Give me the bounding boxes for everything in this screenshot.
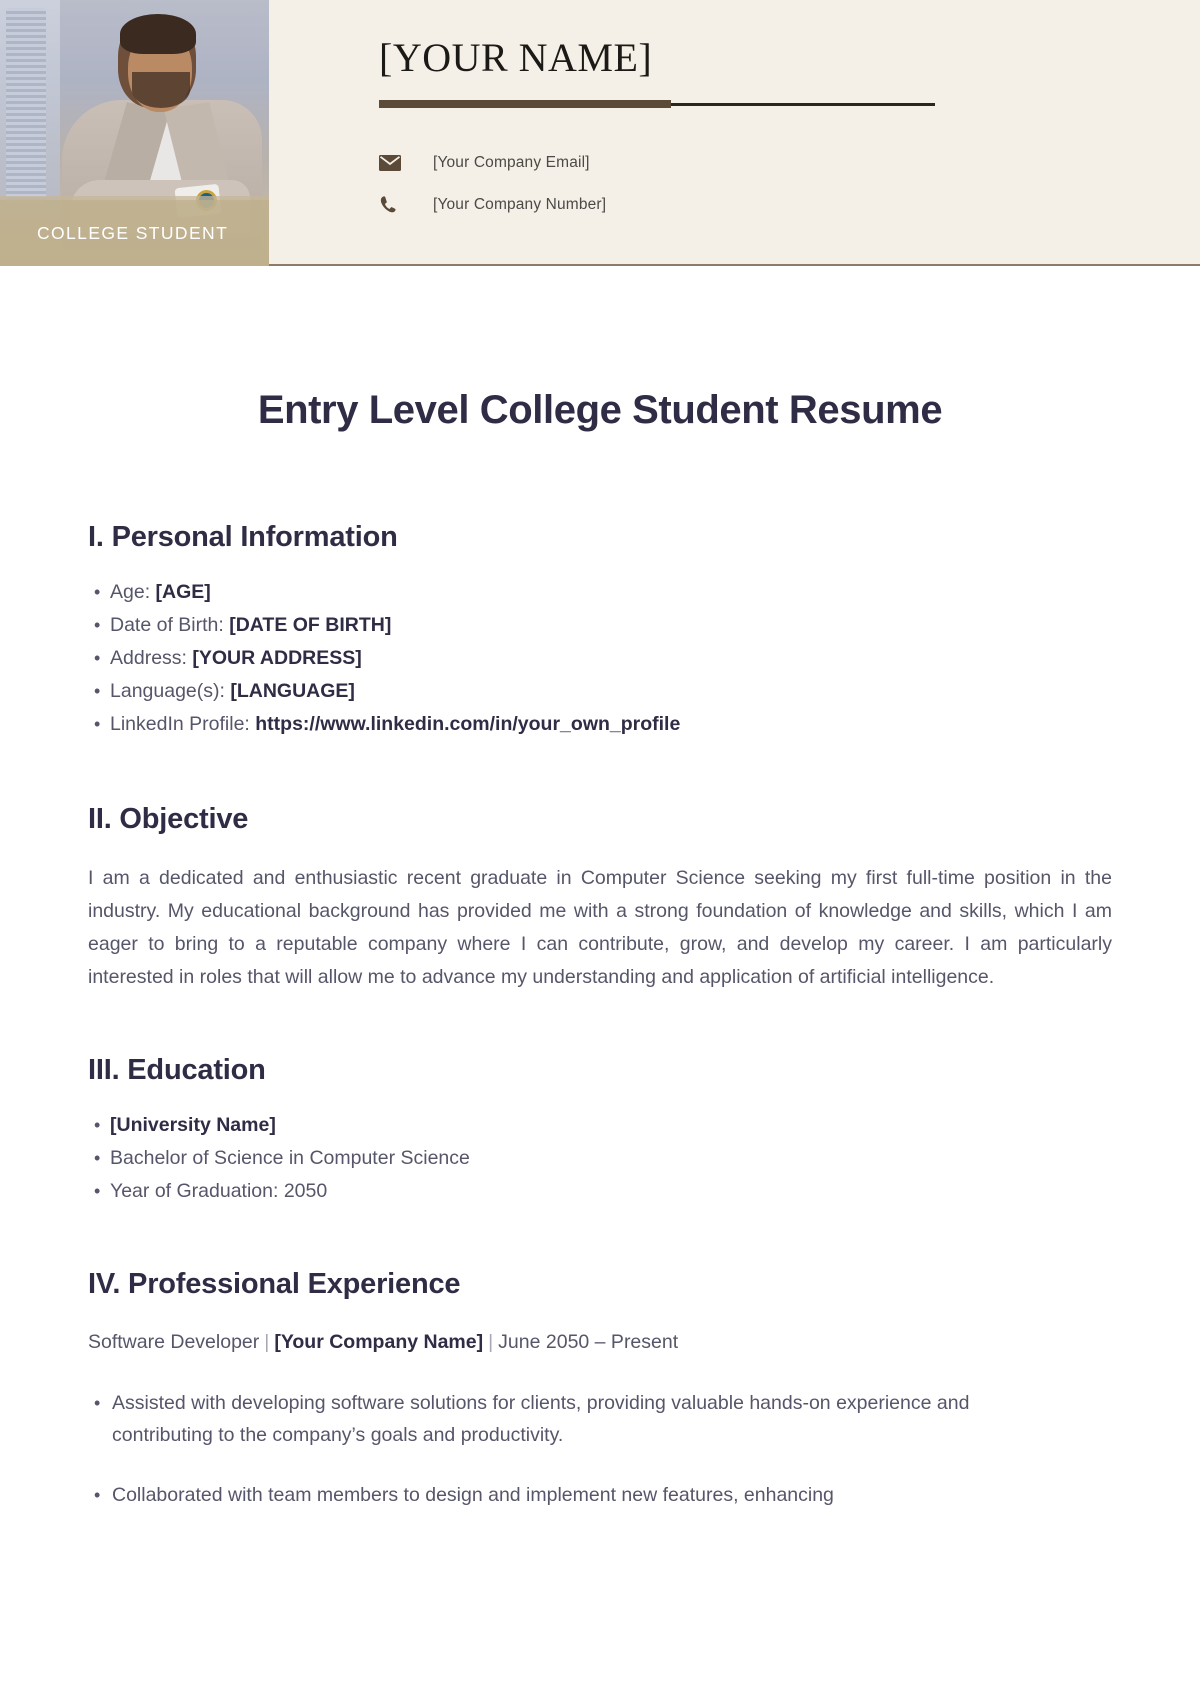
personal-label: LinkedIn Profile:	[110, 713, 256, 735]
job-dates: June 2050 – Present	[498, 1331, 679, 1353]
header-details	[269, 0, 1200, 266]
linkedin-url[interactable]: https://www.linkedin.com/in/your_own_profile	[255, 713, 681, 735]
phone-icon	[379, 195, 415, 215]
personal-label: Age:	[110, 581, 156, 603]
personal-value: [YOUR ADDRESS]	[192, 647, 362, 669]
photo-hair	[120, 14, 196, 54]
list-item	[88, 1109, 1112, 1142]
section-heading-education: III. Education	[88, 1054, 266, 1086]
personal-value: [DATE OF BIRTH]	[229, 614, 392, 636]
phone-text: [Your Company Number]	[433, 196, 607, 213]
page-title: Entry Level College Student Resume	[257, 388, 943, 432]
header-bottom-rule	[269, 264, 1200, 266]
email-text: [Your Company Email]	[433, 154, 590, 171]
section-heading-professional-experience: IV. Professional Experience	[88, 1268, 461, 1300]
personal-label: Date of Birth:	[110, 614, 230, 636]
resume-header	[0, 0, 1200, 266]
underline-thin-segment	[671, 103, 935, 106]
job-separator: |	[488, 1331, 494, 1353]
job-separator: |	[264, 1331, 270, 1353]
personal-value: [AGE]	[155, 581, 211, 603]
education-degree: Bachelor of Science in Computer Science	[110, 1147, 470, 1169]
name-underline	[379, 100, 935, 108]
personal-label: Address:	[110, 647, 193, 669]
role-label: COLLEGE STUDENT	[37, 222, 229, 243]
education-university: [University Name]	[110, 1114, 276, 1136]
role-band	[0, 200, 269, 266]
list-item	[88, 1175, 1112, 1208]
list-item: • Assisted with developing software solutions for clients, providing valuable hands-on experience and contributing to the company’s goals and productivity.	[88, 1387, 1018, 1451]
contact-email-row[interactable]	[379, 142, 1200, 184]
profile-photo	[0, 0, 269, 266]
photo-beard	[132, 72, 190, 108]
objective-paragraph: I am a dedicated and enthusiastic recent graduate in Computer Science seeking my first full-time position in the industry. My educational background has provided me with a strong foundation of knowledge and skills, which I am eager to bring to a reputable company where I can contribute, grow, and develop my career. I am particularly interested in roles that will allow me to advance my understanding and application of artificial intelligence.	[88, 867, 1112, 988]
job-company: [Your Company Name]	[274, 1331, 484, 1353]
list-item	[88, 609, 1112, 642]
education-graduation-year: Year of Graduation: 2050	[110, 1180, 328, 1202]
section-heading-personal-information: I. Personal Information	[88, 521, 398, 553]
list-item	[88, 708, 1112, 741]
list-item	[88, 675, 1112, 708]
section-heading-objective: II. Objective	[88, 803, 249, 835]
list-item	[88, 642, 1112, 675]
education-list	[88, 1109, 1112, 1208]
list-item	[88, 576, 1112, 609]
candidate-name: [YOUR NAME]	[379, 35, 653, 80]
envelope-icon	[379, 155, 415, 171]
personal-label: Language(s):	[110, 680, 231, 702]
personal-value: [LANGUAGE]	[230, 680, 355, 702]
job-title: Software Developer	[88, 1331, 260, 1353]
contact-phone-row[interactable]	[379, 184, 1200, 226]
contact-list	[379, 142, 1200, 226]
job-header-line	[88, 1327, 1112, 1357]
photo-building	[6, 8, 46, 203]
list-item: • Collaborated with team members to design and implement new features, enhancing	[88, 1479, 1018, 1511]
underline-thick-segment	[379, 100, 671, 108]
list-item	[88, 1142, 1112, 1175]
resume-body	[0, 388, 1200, 1511]
personal-information-list	[88, 576, 1112, 741]
experience-bullet-list	[88, 1387, 1112, 1511]
